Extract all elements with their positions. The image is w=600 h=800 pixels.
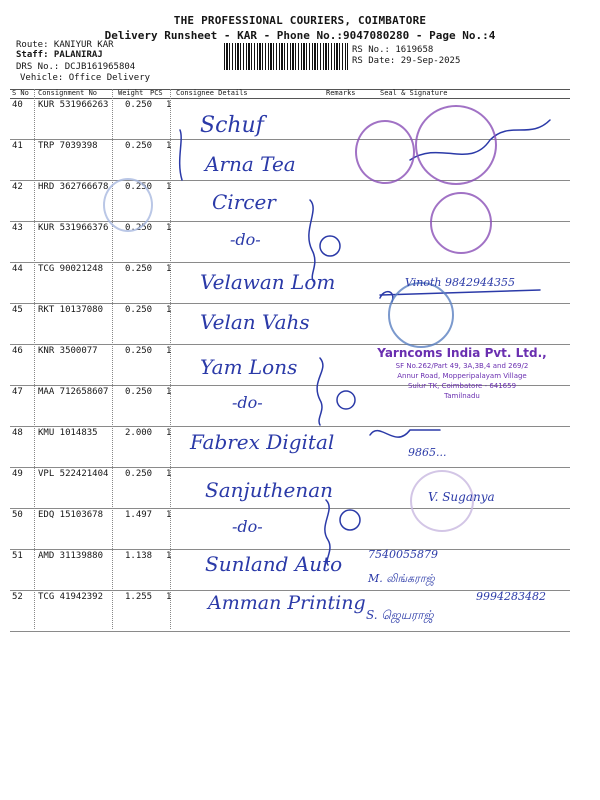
route-label: Route: KANIYUR KAR [16, 40, 114, 50]
cell-weight: 0.250 [125, 100, 153, 110]
runsheet-subtitle: Delivery Runsheet - KAR - Phone No.:9047080280 - Page No.:4 [104, 29, 496, 42]
col-remarks: Remarks [326, 89, 356, 97]
cell-sno: 40 [12, 100, 23, 110]
cell-pcs: 1 [166, 551, 172, 561]
cell-weight: 0.250 [125, 223, 153, 233]
company-stamp-line: SF No.262/Part 49, 3A,3B,4 and 269/2 [395, 362, 529, 370]
company-title: THE PROFESSIONAL COURIERS, COIMBATORE [173, 14, 427, 27]
staff-label: Staff: PALANIRAJ [16, 50, 103, 60]
handwritten-consignee: Velawan Lom [200, 270, 336, 294]
cell-sno: 49 [12, 469, 23, 479]
handwritten-consignee: Sunland Auto [205, 552, 343, 576]
seal-stamp [430, 192, 492, 254]
col-seal: Seal & Signature [380, 89, 448, 97]
col-weight: Weight [118, 89, 144, 97]
cell-consignment: KUR 531966263 [38, 100, 109, 110]
seal-stamp [415, 105, 497, 185]
seal-stamp [103, 178, 153, 232]
handwritten-consignee: Amman Printing [208, 592, 366, 614]
cell-pcs: 1 [166, 100, 172, 110]
cell-consignment: TRP 7039398 [38, 141, 98, 151]
signature-phone: 7540055879 [368, 548, 438, 561]
cell-pcs: 1 [166, 305, 172, 315]
cell-pcs: 1 [166, 182, 172, 192]
cell-consignment: AMD 31139880 [38, 551, 104, 561]
cell-consignment: TCG 90021248 [38, 264, 104, 274]
company-stamp-line: Sulur TK, Coimbatore - 641659 [407, 382, 517, 390]
vehicle-label: Vehicle: Office Delivery [20, 73, 151, 83]
signature-name: S. ஜெயராஜ் [366, 608, 434, 622]
cell-weight: 0.250 [125, 264, 153, 274]
cell-pcs: 1 [166, 510, 172, 520]
signature-phone: Vinoth 9842944355 [405, 276, 515, 289]
cell-consignment: KNR 3500077 [38, 346, 98, 356]
cell-weight: 0.250 [125, 346, 153, 356]
col-consignee: Consignee Details [176, 89, 248, 97]
cell-sno: 44 [12, 264, 23, 274]
cell-weight: 1.138 [125, 551, 153, 561]
cell-sno: 47 [12, 387, 23, 397]
drs-label: DRS No.: DCJB161965804 [16, 62, 136, 72]
cell-consignment: KMU 1014835 [38, 428, 98, 438]
cell-pcs: 1 [166, 387, 172, 397]
company-stamp-name: Yarncoms India Pvt. Ltd., [377, 346, 547, 360]
seal-stamp [355, 120, 415, 184]
cell-consignment: KUR 531966376 [38, 223, 109, 233]
handwritten-consignee: Schuf [200, 113, 264, 138]
rs-number: RS No.: 1619658 [352, 45, 434, 55]
cell-sno: 41 [12, 141, 23, 151]
rs-date: RS Date: 29-Sep-2025 [352, 56, 461, 66]
cell-weight: 0.250 [125, 305, 153, 315]
company-stamp-line: Annur Road, Mopperipalayam Village [397, 372, 527, 380]
cell-sno: 50 [12, 510, 23, 520]
cell-pcs: 1 [166, 469, 172, 479]
signature-name: V. Suganya [428, 490, 495, 504]
cell-weight: 0.250 [125, 469, 153, 479]
signature-phone: 9994283482 [476, 590, 546, 603]
handwritten-consignee: -do- [232, 393, 263, 412]
cell-pcs: 1 [166, 141, 172, 151]
cell-pcs: 1 [166, 428, 172, 438]
cell-pcs: 1 [166, 592, 172, 602]
cell-weight: 0.250 [125, 141, 153, 151]
handwritten-consignee: -do- [230, 230, 261, 249]
cell-sno: 48 [12, 428, 23, 438]
handwritten-consignee: Arna Tea [205, 152, 296, 176]
col-sno: S No [12, 89, 29, 97]
cell-weight: 0.250 [125, 182, 153, 192]
cell-consignment: MAA 712658607 [38, 387, 109, 397]
seal-stamp [388, 282, 454, 348]
signature-phone: 9865... [408, 446, 447, 459]
cell-consignment: VPL 522421404 [38, 469, 109, 479]
cell-weight: 2.000 [125, 428, 153, 438]
cell-weight: 0.250 [125, 387, 153, 397]
cell-consignment: RKT 10137080 [38, 305, 104, 315]
cell-sno: 46 [12, 346, 23, 356]
handwritten-consignee: Sanjuthenan [205, 478, 334, 502]
cell-pcs: 1 [166, 346, 172, 356]
cell-weight: 1.255 [125, 592, 153, 602]
barcode [224, 43, 348, 70]
cell-sno: 43 [12, 223, 23, 233]
handwritten-consignee: Fabrex Digital [190, 430, 335, 454]
col-pcs: PCS [150, 89, 163, 97]
col-consignment: Consignment No [38, 89, 98, 97]
cell-weight: 1.497 [125, 510, 153, 520]
handwritten-consignee: Yam Lons [200, 355, 298, 379]
cell-consignment: HRD 362766678 [38, 182, 109, 192]
signature-name: M. லிங்கராஜ் [368, 572, 435, 585]
cell-consignment: TCG 41942392 [38, 592, 104, 602]
cell-pcs: 1 [166, 223, 172, 233]
cell-sno: 42 [12, 182, 23, 192]
cell-sno: 51 [12, 551, 23, 561]
company-stamp-line: Tamilnadu [444, 392, 480, 400]
cell-pcs: 1 [166, 264, 172, 274]
handwritten-consignee: -do- [232, 517, 263, 536]
cell-consignment: EDQ 15103678 [38, 510, 104, 520]
cell-sno: 45 [12, 305, 23, 315]
handwritten-consignee: Velan Vahs [200, 310, 310, 334]
cell-sno: 52 [12, 592, 23, 602]
handwritten-consignee: Circer [212, 190, 276, 214]
